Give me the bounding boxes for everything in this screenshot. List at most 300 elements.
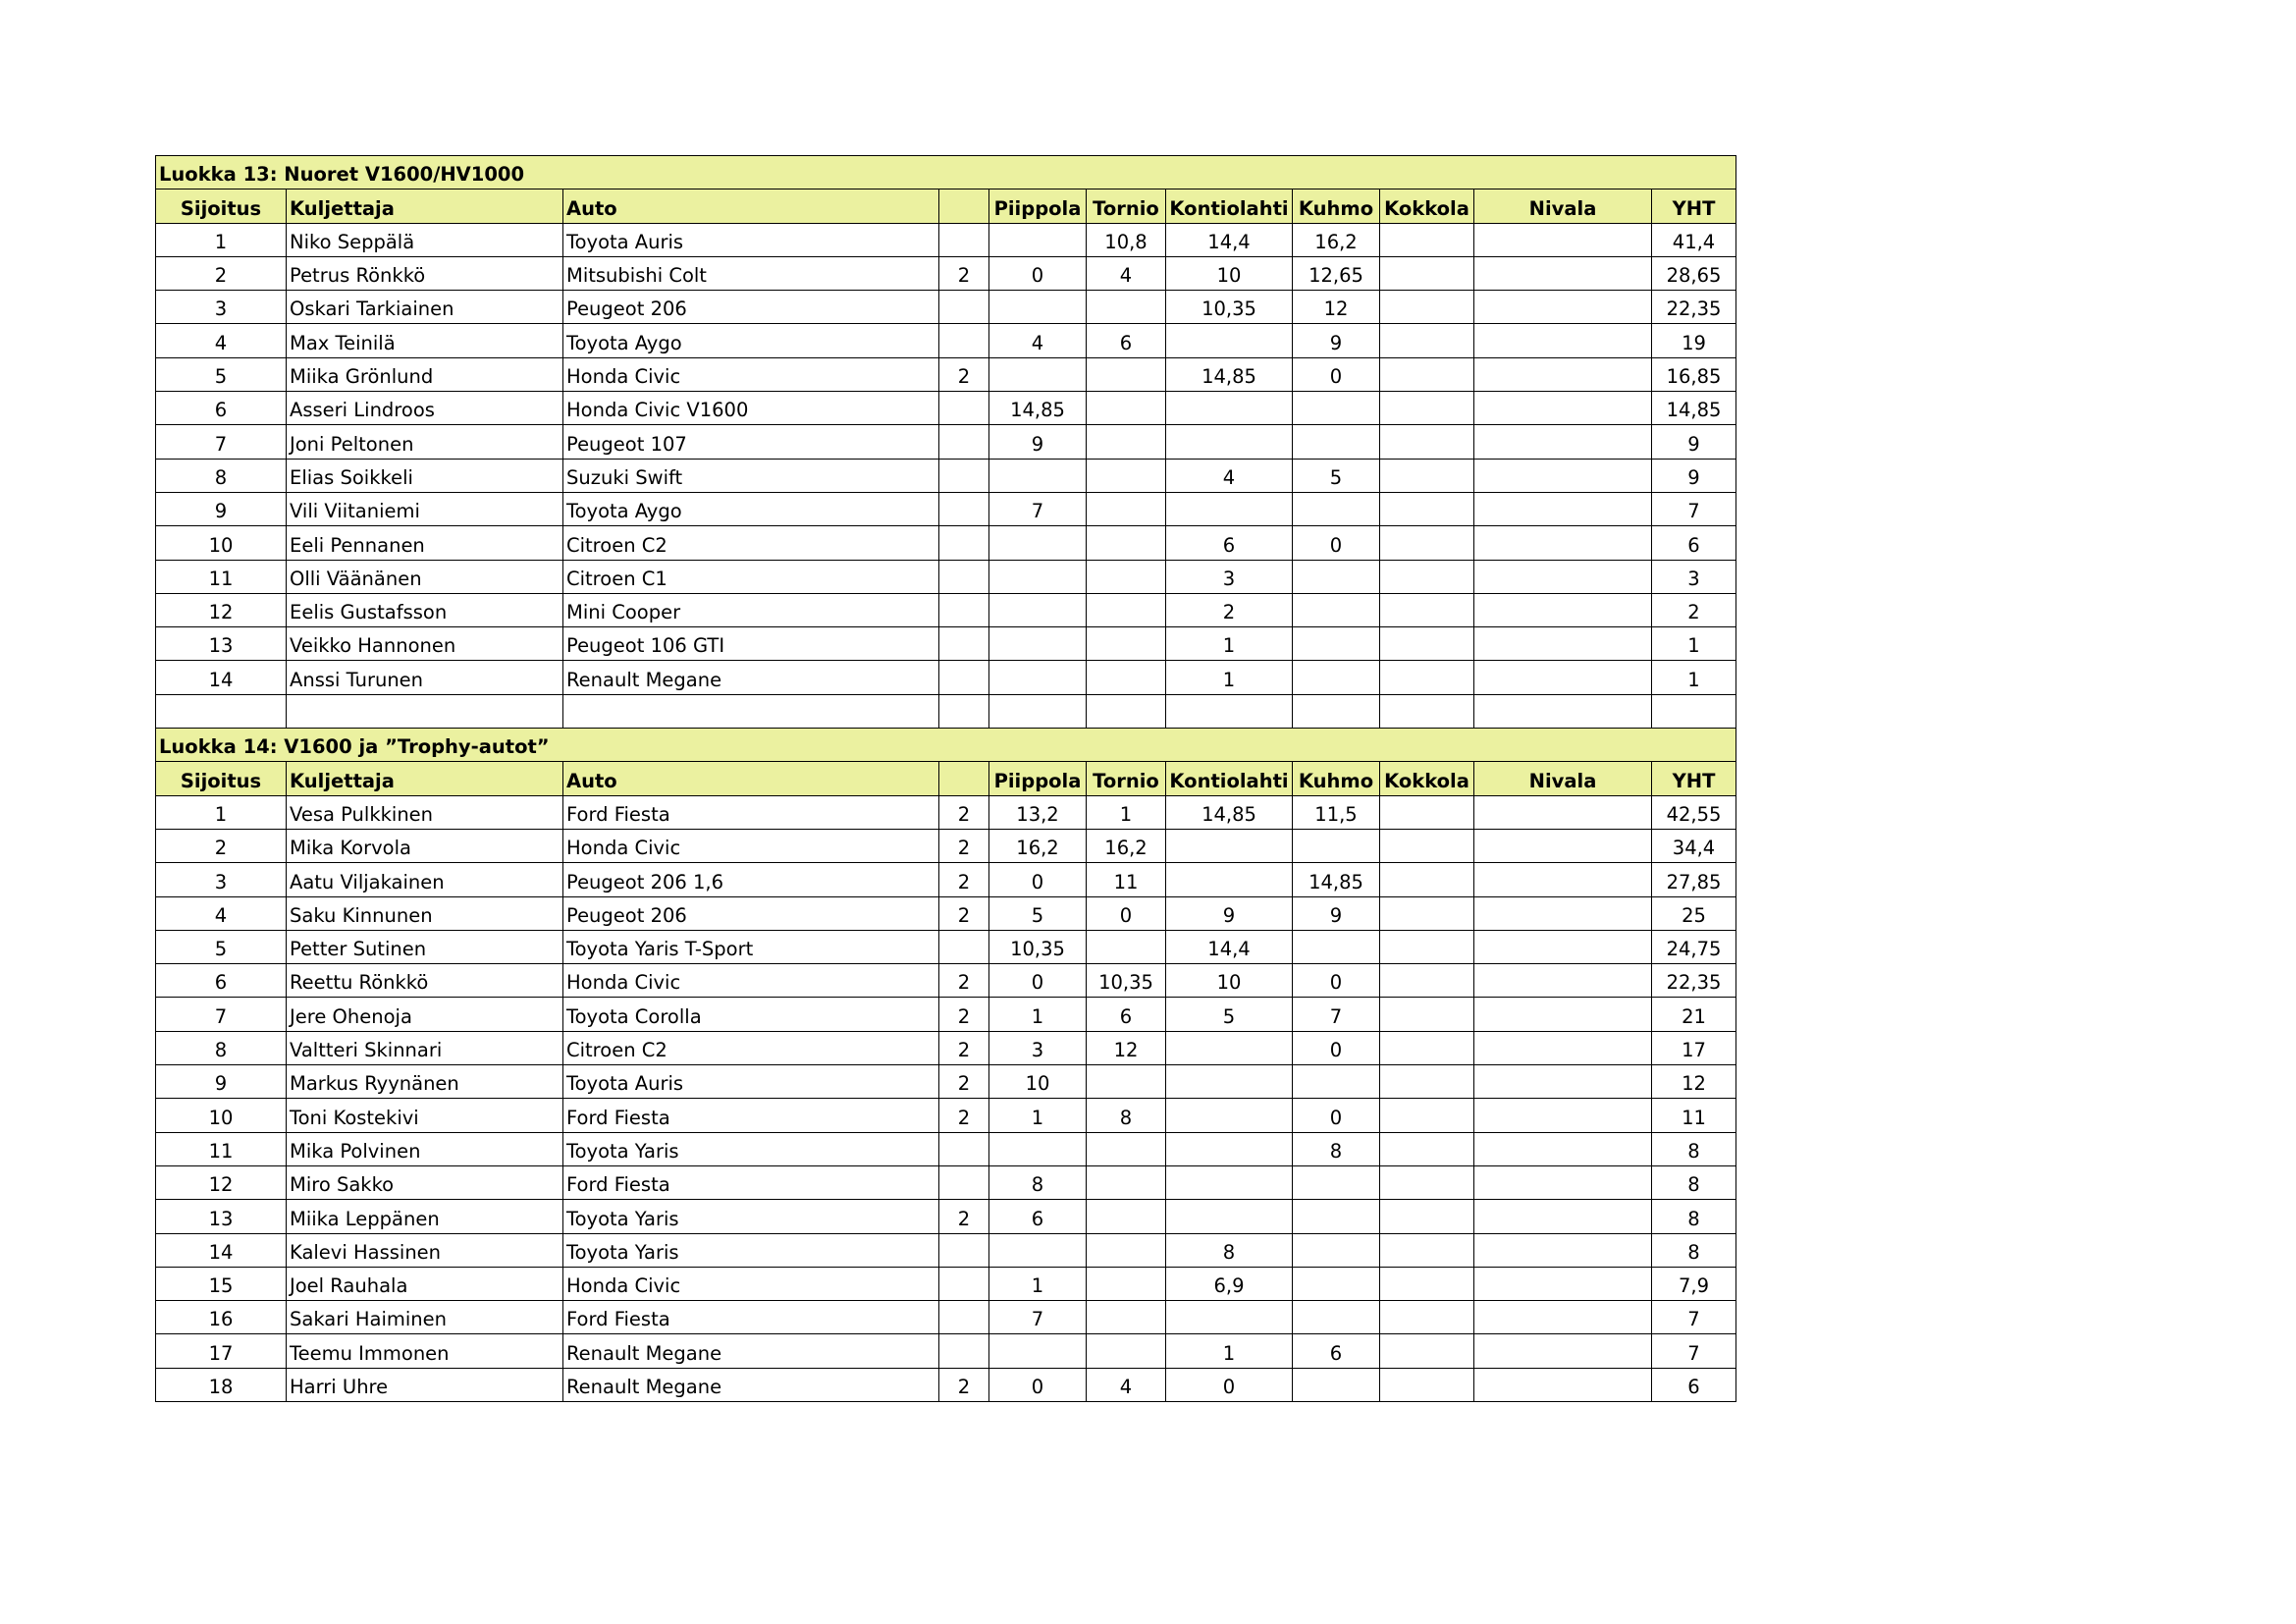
cell-total: 3 [1652,560,1736,593]
cell-driver: Miika Leppänen [287,1200,563,1233]
cell-car: Toyota Auris [563,1065,939,1099]
cell-nivala [1474,291,1652,324]
cell-piippola [989,223,1087,256]
cell-car: Citroen C1 [563,560,939,593]
cell-car: Honda Civic [563,357,939,391]
column-header-kuhmo: Kuhmo [1293,762,1380,795]
cell-total: 28,65 [1652,256,1736,290]
cell-car: Honda Civic [563,964,939,998]
empty-cell [1380,694,1474,728]
cell-total: 25 [1652,896,1736,930]
cell-driver: Joni Peltonen [287,425,563,459]
cell-piippola: 14,85 [989,392,1087,425]
cell-flag: 2 [939,256,989,290]
table-row [156,560,1736,593]
cell-tornio [1087,1165,1166,1199]
cell-driver: Veikko Hannonen [287,627,563,661]
cell-piippola [989,1334,1087,1368]
table-row [156,1368,1736,1401]
table-row [156,1165,1736,1199]
cell-driver: Reettu Rönkkö [287,964,563,998]
cell-driver: Mika Korvola [287,829,563,862]
cell-nivala [1474,1301,1652,1334]
cell-kuhmo: 0 [1293,964,1380,998]
cell-driver: Vesa Pulkkinen [287,795,563,829]
cell-total: 22,35 [1652,291,1736,324]
cell-tornio [1087,1334,1166,1368]
table-row [156,425,1736,459]
cell-rank: 5 [156,357,287,391]
cell-piippola: 0 [989,964,1087,998]
cell-kontiolahti: 9 [1166,896,1293,930]
cell-kokkola [1380,930,1474,963]
table-row [156,930,1736,963]
cell-piippola: 0 [989,863,1087,896]
table-row [156,256,1736,290]
table-row [156,492,1736,525]
cell-kuhmo [1293,492,1380,525]
cell-kuhmo [1293,1301,1380,1334]
cell-kokkola [1380,357,1474,391]
cell-kuhmo [1293,1165,1380,1199]
cell-total: 19 [1652,324,1736,357]
cell-total: 8 [1652,1233,1736,1267]
cell-car: Ford Fiesta [563,1165,939,1199]
cell-total: 9 [1652,459,1736,492]
cell-piippola: 9 [989,425,1087,459]
cell-kontiolahti: 1 [1166,661,1293,694]
cell-rank: 12 [156,1165,287,1199]
cell-driver: Eeli Pennanen [287,526,563,560]
cell-kokkola [1380,1165,1474,1199]
cell-piippola: 0 [989,1368,1087,1401]
cell-piippola [989,661,1087,694]
cell-driver: Markus Ryynänen [287,1065,563,1099]
cell-rank: 11 [156,560,287,593]
cell-flag [939,392,989,425]
cell-car: Toyota Yaris T-Sport [563,930,939,963]
cell-piippola: 0 [989,256,1087,290]
cell-kokkola [1380,425,1474,459]
cell-tornio [1087,1200,1166,1233]
cell-kontiolahti [1166,1301,1293,1334]
cell-kontiolahti: 6,9 [1166,1267,1293,1300]
cell-total: 7 [1652,1301,1736,1334]
cell-flag: 2 [939,829,989,862]
cell-piippola: 8 [989,1165,1087,1199]
cell-piippola: 4 [989,324,1087,357]
cell-tornio [1087,291,1166,324]
cell-kuhmo [1293,661,1380,694]
cell-rank: 4 [156,896,287,930]
table-row [156,1065,1736,1099]
cell-rank: 1 [156,223,287,256]
cell-flag [939,1267,989,1300]
cell-flag [939,459,989,492]
cell-flag [939,593,989,626]
cell-kontiolahti: 14,4 [1166,223,1293,256]
cell-kuhmo [1293,560,1380,593]
cell-kontiolahti [1166,425,1293,459]
cell-kuhmo [1293,627,1380,661]
cell-rank: 16 [156,1301,287,1334]
section-title-row [156,729,1736,762]
cell-tornio [1087,492,1166,525]
cell-car: Suzuki Swift [563,459,939,492]
cell-car: Peugeot 206 1,6 [563,863,939,896]
cell-rank: 2 [156,256,287,290]
cell-rank: 11 [156,1132,287,1165]
cell-piippola: 6 [989,1200,1087,1233]
empty-cell [1652,694,1736,728]
cell-total: 8 [1652,1165,1736,1199]
cell-driver: Kalevi Hassinen [287,1233,563,1267]
cell-nivala [1474,425,1652,459]
cell-piippola: 1 [989,998,1087,1031]
cell-kontiolahti: 3 [1166,560,1293,593]
cell-tornio: 4 [1087,256,1166,290]
cell-total: 8 [1652,1132,1736,1165]
cell-total: 6 [1652,526,1736,560]
cell-piippola: 16,2 [989,829,1087,862]
cell-kontiolahti: 5 [1166,998,1293,1031]
cell-rank: 13 [156,627,287,661]
table-row [156,998,1736,1031]
cell-tornio [1087,425,1166,459]
cell-rank: 7 [156,998,287,1031]
column-header-tornio: Tornio [1087,762,1166,795]
cell-flag: 2 [939,1099,989,1132]
cell-kokkola [1380,291,1474,324]
cell-rank: 10 [156,1099,287,1132]
cell-rank: 13 [156,1200,287,1233]
cell-driver: Eelis Gustafsson [287,593,563,626]
cell-kontiolahti: 2 [1166,593,1293,626]
cell-tornio: 4 [1087,1368,1166,1401]
cell-kuhmo: 16,2 [1293,223,1380,256]
column-header-nivala: Nivala [1474,762,1652,795]
cell-car: Ford Fiesta [563,795,939,829]
cell-total: 34,4 [1652,829,1736,862]
cell-kuhmo [1293,1200,1380,1233]
cell-flag [939,324,989,357]
cell-kokkola [1380,1301,1474,1334]
column-header-kontiolahti: Kontiolahti [1166,189,1293,223]
cell-tornio [1087,459,1166,492]
cell-piippola: 10 [989,1065,1087,1099]
cell-rank: 6 [156,392,287,425]
table-row [156,324,1736,357]
cell-tornio: 0 [1087,896,1166,930]
cell-driver: Jere Ohenoja [287,998,563,1031]
cell-nivala [1474,829,1652,862]
cell-car: Peugeot 107 [563,425,939,459]
cell-kontiolahti: 6 [1166,526,1293,560]
empty-cell [939,694,989,728]
empty-cell [287,694,563,728]
cell-tornio [1087,392,1166,425]
cell-driver: Olli Väänänen [287,560,563,593]
cell-kokkola [1380,492,1474,525]
cell-piippola: 5 [989,896,1087,930]
cell-tornio [1087,1132,1166,1165]
table-row [156,964,1736,998]
cell-flag: 2 [939,1065,989,1099]
cell-total: 24,75 [1652,930,1736,963]
column-header-driver: Kuljettaja [287,189,563,223]
cell-kokkola [1380,560,1474,593]
cell-kokkola [1380,1368,1474,1401]
table-row [156,392,1736,425]
cell-kuhmo [1293,392,1380,425]
table-row [156,627,1736,661]
cell-tornio [1087,1233,1166,1267]
cell-rank: 9 [156,492,287,525]
cell-flag [939,526,989,560]
cell-nivala [1474,998,1652,1031]
table-row [156,1031,1736,1064]
cell-nivala [1474,627,1652,661]
cell-driver: Max Teinilä [287,324,563,357]
cell-total: 9 [1652,425,1736,459]
cell-nivala [1474,930,1652,963]
cell-piippola [989,357,1087,391]
cell-rank: 9 [156,1065,287,1099]
cell-piippola [989,526,1087,560]
cell-kuhmo [1293,425,1380,459]
cell-rank: 7 [156,425,287,459]
cell-tornio [1087,593,1166,626]
cell-rank: 14 [156,1233,287,1267]
table-row [156,896,1736,930]
cell-kokkola [1380,964,1474,998]
cell-driver: Anssi Turunen [287,661,563,694]
cell-nivala [1474,593,1652,626]
cell-driver: Petter Sutinen [287,930,563,963]
cell-kontiolahti: 1 [1166,627,1293,661]
cell-kontiolahti: 1 [1166,1334,1293,1368]
cell-car: Mitsubishi Colt [563,256,939,290]
empty-cell [1087,694,1166,728]
table-row [156,291,1736,324]
cell-kuhmo: 0 [1293,357,1380,391]
cell-rank: 8 [156,1031,287,1064]
cell-total: 8 [1652,1200,1736,1233]
column-header-driver: Kuljettaja [287,762,563,795]
cell-nivala [1474,661,1652,694]
cell-rank: 3 [156,291,287,324]
cell-rank: 18 [156,1368,287,1401]
cell-piippola: 3 [989,1031,1087,1064]
cell-nivala [1474,1099,1652,1132]
cell-kontiolahti [1166,492,1293,525]
cell-total: 27,85 [1652,863,1736,896]
cell-total: 1 [1652,661,1736,694]
cell-kokkola [1380,829,1474,862]
cell-driver: Miika Grönlund [287,357,563,391]
cell-car: Peugeot 206 [563,291,939,324]
cell-car: Toyota Corolla [563,998,939,1031]
column-header-flag [939,762,989,795]
cell-total: 6 [1652,1368,1736,1401]
cell-tornio: 6 [1087,324,1166,357]
standings-table [155,155,1736,1402]
column-header-kuhmo: Kuhmo [1293,189,1380,223]
cell-rank: 1 [156,795,287,829]
cell-flag: 2 [939,998,989,1031]
cell-piippola: 1 [989,1267,1087,1300]
cell-car: Toyota Yaris [563,1233,939,1267]
table-row [156,863,1736,896]
cell-kontiolahti: 10 [1166,256,1293,290]
section-title: Luokka 13: Nuoret V1600/HV1000 [156,156,1736,189]
table-row [156,795,1736,829]
cell-flag [939,627,989,661]
cell-car: Renault Megane [563,1368,939,1401]
cell-kokkola [1380,627,1474,661]
cell-kontiolahti [1166,829,1293,862]
cell-nivala [1474,560,1652,593]
column-header-total: YHT [1652,189,1736,223]
cell-kontiolahti: 0 [1166,1368,1293,1401]
cell-kokkola [1380,1065,1474,1099]
cell-flag: 2 [939,896,989,930]
cell-driver: Harri Uhre [287,1368,563,1401]
cell-tornio [1087,526,1166,560]
cell-rank: 4 [156,324,287,357]
cell-total: 7 [1652,1334,1736,1368]
cell-flag [939,1334,989,1368]
cell-kuhmo [1293,1233,1380,1267]
cell-kokkola [1380,863,1474,896]
cell-nivala [1474,223,1652,256]
cell-total: 21 [1652,998,1736,1031]
cell-driver: Teemu Immonen [287,1334,563,1368]
table-row [156,1132,1736,1165]
cell-total: 17 [1652,1031,1736,1064]
cell-kontiolahti [1166,1099,1293,1132]
column-header-piippola: Piippola [989,762,1087,795]
cell-piippola [989,291,1087,324]
cell-flag [939,1132,989,1165]
cell-flag [939,1301,989,1334]
empty-cell [1293,694,1380,728]
blank-row [156,694,1736,728]
cell-car: Ford Fiesta [563,1301,939,1334]
cell-flag: 2 [939,1200,989,1233]
cell-kuhmo: 0 [1293,526,1380,560]
cell-car: Honda Civic V1600 [563,392,939,425]
cell-kuhmo: 0 [1293,1099,1380,1132]
cell-kontiolahti: 8 [1166,1233,1293,1267]
cell-kuhmo: 9 [1293,896,1380,930]
cell-piippola [989,627,1087,661]
cell-kontiolahti: 14,85 [1166,357,1293,391]
cell-kontiolahti: 4 [1166,459,1293,492]
cell-kuhmo [1293,1065,1380,1099]
cell-total: 11 [1652,1099,1736,1132]
cell-kuhmo [1293,1368,1380,1401]
cell-nivala [1474,392,1652,425]
cell-flag [939,492,989,525]
cell-driver: Joel Rauhala [287,1267,563,1300]
cell-kuhmo: 12 [1293,291,1380,324]
cell-car: Ford Fiesta [563,1099,939,1132]
empty-cell [1166,694,1293,728]
cell-piippola: 7 [989,492,1087,525]
cell-car: Toyota Yaris [563,1200,939,1233]
column-header-kokkola: Kokkola [1380,762,1474,795]
cell-tornio: 12 [1087,1031,1166,1064]
cell-driver: Oskari Tarkiainen [287,291,563,324]
table-row [156,1301,1736,1334]
cell-nivala [1474,1065,1652,1099]
cell-tornio: 11 [1087,863,1166,896]
cell-nivala [1474,1165,1652,1199]
cell-kokkola [1380,256,1474,290]
cell-rank: 17 [156,1334,287,1368]
cell-total: 1 [1652,627,1736,661]
table-row [156,1233,1736,1267]
table-row [156,1267,1736,1300]
cell-kokkola [1380,1132,1474,1165]
cell-driver: Aatu Viljakainen [287,863,563,896]
table-row [156,1099,1736,1132]
cell-kontiolahti [1166,863,1293,896]
empty-cell [156,694,287,728]
cell-driver: Asseri Lindroos [287,392,563,425]
cell-kokkola [1380,998,1474,1031]
cell-tornio: 16,2 [1087,829,1166,862]
cell-nivala [1474,795,1652,829]
cell-kuhmo: 6 [1293,1334,1380,1368]
cell-piippola: 10,35 [989,930,1087,963]
cell-kontiolahti: 14,4 [1166,930,1293,963]
cell-nivala [1474,492,1652,525]
cell-kontiolahti: 10,35 [1166,291,1293,324]
cell-total: 22,35 [1652,964,1736,998]
cell-piippola [989,1132,1087,1165]
column-header-flag [939,189,989,223]
cell-car: Citroen C2 [563,526,939,560]
column-header-car: Auto [563,762,939,795]
table-row [156,1200,1736,1233]
cell-kuhmo: 14,85 [1293,863,1380,896]
cell-car: Renault Megane [563,1334,939,1368]
cell-total: 12 [1652,1065,1736,1099]
cell-flag [939,1233,989,1267]
table-row [156,459,1736,492]
cell-nivala [1474,1132,1652,1165]
column-header-kontiolahti: Kontiolahti [1166,762,1293,795]
cell-rank: 12 [156,593,287,626]
cell-car: Mini Cooper [563,593,939,626]
cell-tornio: 6 [1087,998,1166,1031]
cell-driver: Saku Kinnunen [287,896,563,930]
cell-tornio: 10,35 [1087,964,1166,998]
cell-car: Toyota Aygo [563,492,939,525]
cell-nivala [1474,357,1652,391]
cell-nivala [1474,256,1652,290]
cell-driver: Valtteri Skinnari [287,1031,563,1064]
cell-kontiolahti [1166,324,1293,357]
cell-rank: 3 [156,863,287,896]
empty-cell [563,694,939,728]
cell-tornio: 10,8 [1087,223,1166,256]
cell-kuhmo: 12,65 [1293,256,1380,290]
column-header-rank: Sijoitus [156,762,287,795]
cell-total: 41,4 [1652,223,1736,256]
